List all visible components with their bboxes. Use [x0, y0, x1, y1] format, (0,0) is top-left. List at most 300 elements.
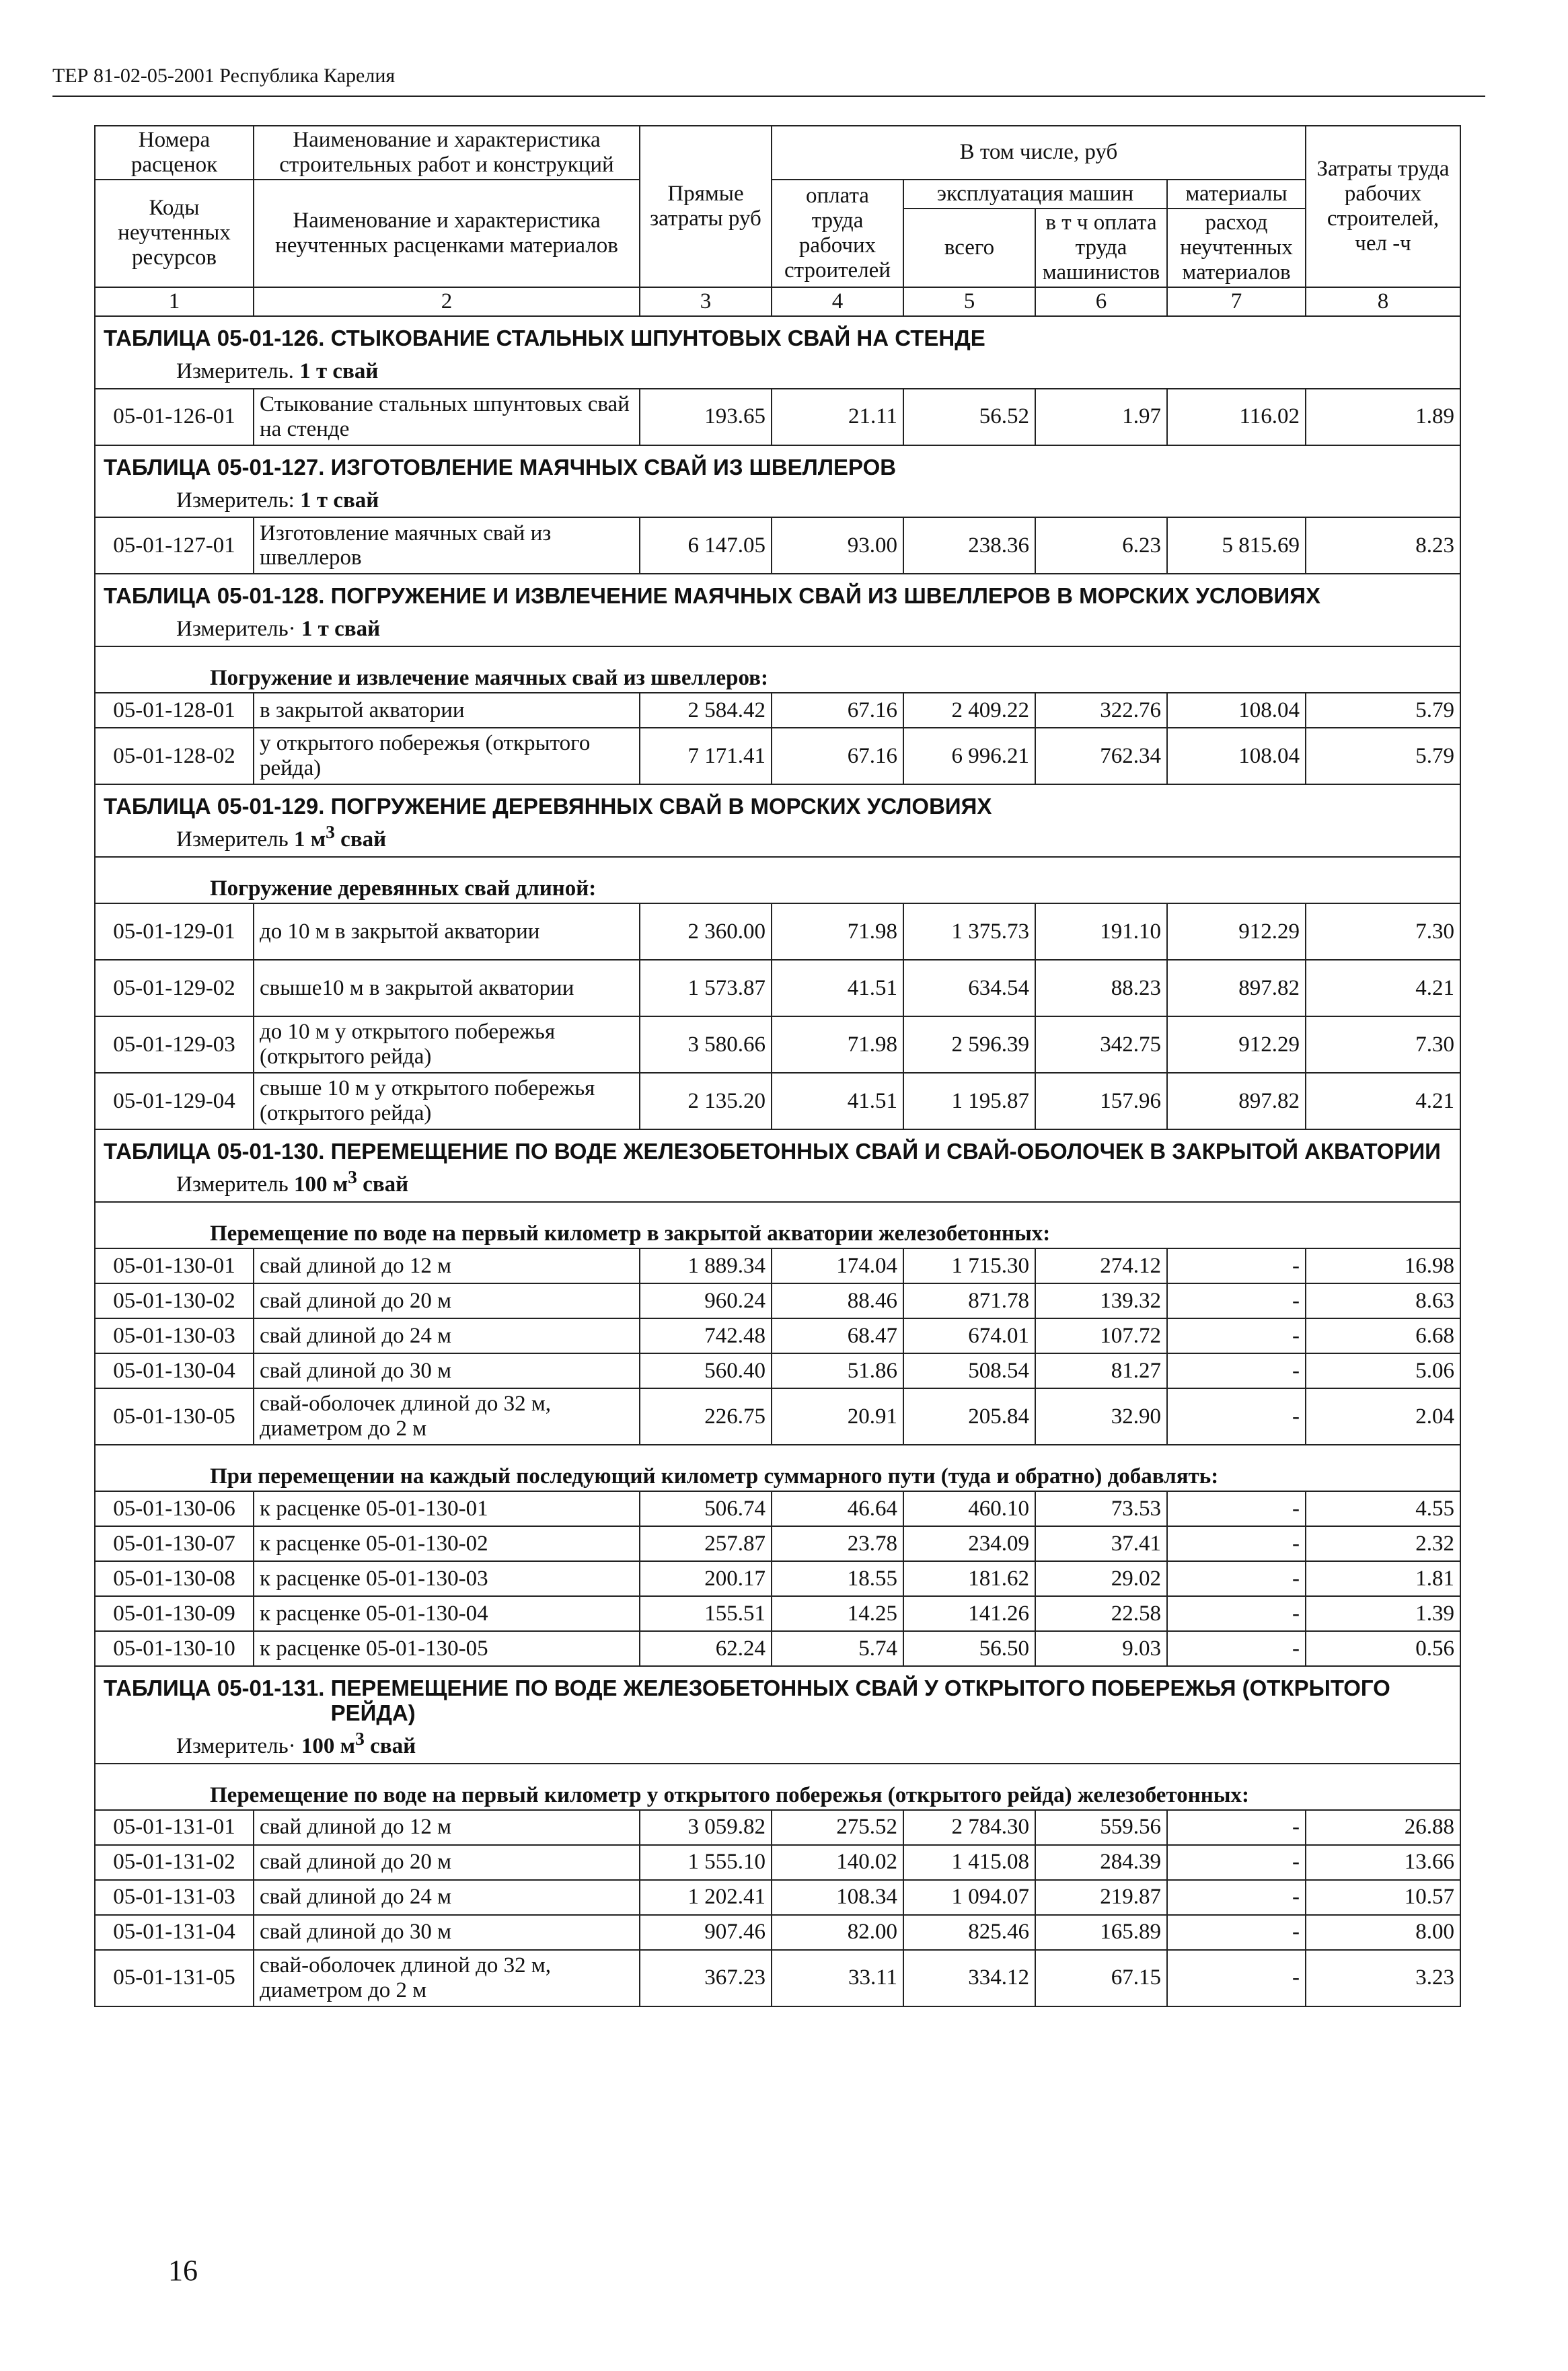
machinist-pay-value: 274.12 — [1035, 1248, 1167, 1283]
direct-cost-value: 257.87 — [640, 1526, 772, 1561]
labor-hours-value: 8.63 — [1306, 1283, 1460, 1318]
materials-value: 5 815.69 — [1167, 517, 1306, 574]
materials-value: 912.29 — [1167, 1016, 1306, 1073]
table-row — [95, 1596, 1460, 1631]
section-meter — [95, 822, 1460, 857]
group-subtitle: Перемещение по воде на первый километр в закрытой акватории железобетонных: — [95, 1202, 1460, 1248]
column-number: 5 — [903, 287, 1035, 316]
machines-total-value: 460.10 — [903, 1491, 1035, 1526]
section-title-prefix: ТАБЛИЦА 05-01-126. — [104, 325, 331, 350]
labor-pay-value: 67.16 — [772, 728, 903, 784]
column-number: 4 — [772, 287, 903, 316]
rate-code: 05-01-131-04 — [95, 1915, 254, 1950]
labor-hours-value: 0.56 — [1306, 1631, 1460, 1666]
work-name: свай длиной до 24 м — [254, 1880, 640, 1915]
labor-hours-value: 1.39 — [1306, 1596, 1460, 1631]
work-name: у открытого побережья (открытого рейда) — [254, 728, 640, 784]
rate-code: 05-01-130-07 — [95, 1526, 254, 1561]
column-number: 7 — [1167, 287, 1306, 316]
rate-code: 05-01-130-02 — [95, 1283, 254, 1318]
labor-hours-value: 16.98 — [1306, 1248, 1460, 1283]
work-name: свай длиной до 30 м — [254, 1915, 640, 1950]
meter-unit: 1 т свай — [301, 617, 381, 642]
group-subtitle-row — [95, 857, 1460, 903]
work-name: свыше10 м в закрытой акватории — [254, 960, 640, 1016]
machinist-pay-value: 9.03 — [1035, 1631, 1167, 1666]
machines-total-value: 141.26 — [903, 1596, 1035, 1631]
machines-total-value: 674.01 — [903, 1318, 1035, 1353]
section-title-text: ПЕРЕМЕЩЕНИЕ ПО ВОДЕ ЖЕЛЕЗОБЕТОННЫХ СВАЙ У ОТКРЫТОГО ПОБЕРЕЖЬЯ (ОТКРЫТОГО РЕЙДА) — [330, 1676, 1390, 1725]
machinist-pay-value: 37.41 — [1035, 1526, 1167, 1561]
machines-total-value: 205.84 — [903, 1388, 1035, 1445]
rate-code: 05-01-130-08 — [95, 1561, 254, 1596]
machinist-pay-value: 762.34 — [1035, 728, 1167, 784]
direct-cost-value: 2 135.20 — [640, 1073, 772, 1129]
labor-hours-value: 4.21 — [1306, 960, 1460, 1016]
table-row — [95, 1561, 1460, 1596]
section-title-text: ПОГРУЖЕНИЕ И ИЗВЛЕЧЕНИЕ МАЯЧНЫХ СВАЙ ИЗ ШВЕЛЛЕРОВ В МОРСКИХ УСЛОВИЯХ — [330, 583, 1320, 609]
labor-pay-value: 68.47 — [772, 1318, 903, 1353]
labor-pay-value: 51.86 — [772, 1353, 903, 1388]
machinist-pay-value: 81.27 — [1035, 1353, 1167, 1388]
table-section-title-row — [95, 445, 1460, 483]
direct-cost-value: 200.17 — [640, 1561, 772, 1596]
materials-value: - — [1167, 1880, 1306, 1915]
section-meter — [95, 483, 1460, 518]
labor-pay-value: 67.16 — [772, 693, 903, 728]
meter-unit: 1 т свай — [299, 359, 379, 383]
work-name: в закрытой акватории — [254, 693, 640, 728]
labor-pay-value: 174.04 — [772, 1248, 903, 1283]
group-subtitle: Перемещение по воде на первый километр у открытого побережья (открытого рейда) железобетонных: — [95, 1764, 1460, 1810]
rate-code: 05-01-131-01 — [95, 1810, 254, 1845]
section-meter — [95, 354, 1460, 389]
table-section-title-row — [95, 316, 1460, 354]
section-title-text: ПЕРЕМЕЩЕНИЕ ПО ВОДЕ ЖЕЛЕЗОБЕТОННЫХ СВАЙ И СВАЙ-ОБОЛОЧЕК В ЗАКРЫТОЙ АКВАТОРИИ — [330, 1139, 1441, 1164]
section-title-prefix: ТАБЛИЦА 05-01-128. — [104, 583, 331, 609]
direct-cost-value: 1 202.41 — [640, 1880, 772, 1915]
materials-value: - — [1167, 1353, 1306, 1388]
materials-value: - — [1167, 1810, 1306, 1845]
section-title — [95, 1666, 1460, 1729]
materials-value: - — [1167, 1248, 1306, 1283]
col2-bottom-header: Наименование и характеристика неучтенных расценками материалов — [254, 180, 640, 287]
materials-header: материалы — [1167, 180, 1306, 209]
section-meter-row — [95, 1167, 1460, 1202]
machinist-pay-value: 67.15 — [1035, 1950, 1167, 2006]
meter-unit: 1 т свай — [300, 488, 379, 513]
machinist-pay-value: 165.89 — [1035, 1915, 1167, 1950]
meter-unit-group — [293, 1166, 409, 1197]
section-meter-row — [95, 483, 1460, 518]
section-title-prefix: ТАБЛИЦА 05-01-127. — [104, 454, 331, 480]
rate-code: 05-01-129-03 — [95, 1016, 254, 1073]
rate-code: 05-01-130-06 — [95, 1491, 254, 1526]
section-title-inner — [104, 326, 1453, 351]
meter-label: Измеритель — [176, 1172, 289, 1197]
labor-hours-value: 4.21 — [1306, 1073, 1460, 1129]
machines-total-value: 234.09 — [903, 1526, 1035, 1561]
machines-total-value: 1 415.08 — [903, 1845, 1035, 1880]
group-subtitle-row — [95, 1445, 1460, 1491]
labor-pay-value: 41.51 — [772, 1073, 903, 1129]
direct-cost-value: 1 573.87 — [640, 960, 772, 1016]
rate-code: 05-01-127-01 — [95, 517, 254, 574]
machinist-pay-value: 1.97 — [1035, 389, 1167, 445]
work-name: свай длиной до 30 м — [254, 1353, 640, 1388]
work-name: свай-оболочек длиной до 32 м, диаметром до 2 м — [254, 1388, 640, 1445]
rate-code: 05-01-129-04 — [95, 1073, 254, 1129]
materials-value: - — [1167, 1318, 1306, 1353]
work-name: к расценке 05-01-130-05 — [254, 1631, 640, 1666]
meter-unit-superscript: 3 — [326, 821, 335, 843]
meter-label: Измеритель· — [176, 1733, 296, 1758]
machines-total-value: 238.36 — [903, 517, 1035, 574]
materials-value: 108.04 — [1167, 693, 1306, 728]
section-title — [95, 316, 1460, 354]
labor-hours-value: 1.89 — [1306, 389, 1460, 445]
machines-total-value: 1 375.73 — [903, 903, 1035, 960]
rate-code: 05-01-130-09 — [95, 1596, 254, 1631]
section-title — [95, 445, 1460, 483]
labor-hours-value: 1.81 — [1306, 1561, 1460, 1596]
table-row — [95, 1950, 1460, 2006]
section-title-text: СТЫКОВАНИЕ СТАЛЬНЫХ ШПУНТОВЫХ СВАЙ НА СТЕНДЕ — [330, 325, 985, 350]
direct-cost-value: 742.48 — [640, 1318, 772, 1353]
rate-code: 05-01-131-02 — [95, 1845, 254, 1880]
meter-unit-group — [300, 488, 379, 513]
section-title-prefix: ТАБЛИЦА 05-01-131. — [104, 1676, 331, 1701]
header-rule — [52, 96, 1485, 97]
labor-hours-value: 5.79 — [1306, 728, 1460, 784]
direct-cost-value: 3 580.66 — [640, 1016, 772, 1073]
section-meter — [95, 1167, 1460, 1202]
materials-value: - — [1167, 1915, 1306, 1950]
col1-bottom-header: Коды неучтенных ресурсов — [95, 180, 254, 287]
machines-total-value: 334.12 — [903, 1950, 1035, 2006]
table-row — [95, 1388, 1460, 1445]
group-header: В том числе, руб — [772, 126, 1306, 180]
work-name: свай длиной до 12 м — [254, 1810, 640, 1845]
labor-hours-value: 7.30 — [1306, 1016, 1460, 1073]
meter-unit-group — [299, 359, 378, 383]
section-title — [95, 574, 1460, 611]
page-number: 16 — [168, 2254, 198, 2287]
labor-pay-value: 23.78 — [772, 1526, 903, 1561]
materials-value: 897.82 — [1167, 960, 1306, 1016]
direct-cost-value: 7 171.41 — [640, 728, 772, 784]
header-row-1 — [95, 126, 1460, 180]
direct-cost-value: 2 360.00 — [640, 903, 772, 960]
section-title-prefix: ТАБЛИЦА 05-01-130. — [104, 1139, 331, 1164]
labor-pay-value: 41.51 — [772, 960, 903, 1016]
col7-header: расход неучтенных материалов — [1167, 209, 1306, 287]
column-number: 2 — [254, 287, 640, 316]
table-row — [95, 1283, 1460, 1318]
meter-unit-superscript: 3 — [348, 1166, 357, 1188]
machinist-pay-value: 139.32 — [1035, 1283, 1167, 1318]
rate-code: 05-01-128-01 — [95, 693, 254, 728]
work-name: свыше 10 м у открытого побережья (открытого рейда) — [254, 1073, 640, 1129]
table-section-title-row — [95, 1129, 1460, 1167]
table-row — [95, 1073, 1460, 1129]
group-subtitle-row — [95, 646, 1460, 693]
labor-pay-value: 5.74 — [772, 1631, 903, 1666]
table-row — [95, 1016, 1460, 1073]
rate-code: 05-01-130-03 — [95, 1318, 254, 1353]
machines-total-value: 1 715.30 — [903, 1248, 1035, 1283]
meter-unit-superscript: 3 — [355, 1727, 365, 1749]
direct-cost-value: 367.23 — [640, 1950, 772, 2006]
work-name: свай длиной до 24 м — [254, 1318, 640, 1353]
meter-unit-tail: свай — [357, 1172, 409, 1197]
labor-pay-value: 21.11 — [772, 389, 903, 445]
rate-code: 05-01-131-03 — [95, 1880, 254, 1915]
table-section-title-row — [95, 574, 1460, 611]
machines-total-value: 1 195.87 — [903, 1073, 1035, 1129]
direct-cost-value: 6 147.05 — [640, 517, 772, 574]
machinist-pay-value: 107.72 — [1035, 1318, 1167, 1353]
machinist-pay-value: 88.23 — [1035, 960, 1167, 1016]
section-title-inner — [104, 1676, 1453, 1726]
table-row — [95, 693, 1460, 728]
group-subtitle: Погружение деревянных свай длиной: — [95, 857, 1460, 903]
meter-unit-group — [293, 821, 387, 852]
machinist-pay-value: 322.76 — [1035, 693, 1167, 728]
section-title-text: ИЗГОТОВЛЕНИЕ МАЯЧНЫХ СВАЙ ИЗ ШВЕЛЛЕРОВ — [330, 454, 897, 480]
labor-pay-value: 18.55 — [772, 1561, 903, 1596]
section-title-text: ПОГРУЖЕНИЕ ДЕРЕВЯННЫХ СВАЙ В МОРСКИХ УСЛОВИЯХ — [330, 794, 992, 819]
direct-cost-value: 62.24 — [640, 1631, 772, 1666]
labor-hours-value: 13.66 — [1306, 1845, 1460, 1880]
direct-cost-value: 226.75 — [640, 1388, 772, 1445]
group-subtitle-row — [95, 1202, 1460, 1248]
rate-code: 05-01-131-05 — [95, 1950, 254, 2006]
labor-pay-value: 93.00 — [772, 517, 903, 574]
header-row-2 — [95, 180, 1460, 209]
machines-total-value: 1 094.07 — [903, 1880, 1035, 1915]
materials-value: 116.02 — [1167, 389, 1306, 445]
meter-unit: 100 м — [293, 1172, 348, 1197]
labor-pay-value: 71.98 — [772, 1016, 903, 1073]
labor-hours-value: 8.00 — [1306, 1915, 1460, 1950]
meter-unit-tail: свай — [364, 1733, 416, 1758]
work-name: к расценке 05-01-130-01 — [254, 1491, 640, 1526]
work-name: к расценке 05-01-130-04 — [254, 1596, 640, 1631]
rate-code: 05-01-129-01 — [95, 903, 254, 960]
machinist-pay-value: 73.53 — [1035, 1491, 1167, 1526]
section-title-inner — [104, 794, 1453, 819]
price-table — [94, 125, 1461, 2007]
materials-value: - — [1167, 1631, 1306, 1666]
materials-value: - — [1167, 1845, 1306, 1880]
materials-value: 912.29 — [1167, 903, 1306, 960]
table-row — [95, 389, 1460, 445]
machinist-pay-value: 559.56 — [1035, 1810, 1167, 1845]
work-name: Стыкование стальных шпунтовых свай на стенде — [254, 389, 640, 445]
labor-pay-value: 33.11 — [772, 1950, 903, 2006]
machines-total-value: 871.78 — [903, 1283, 1035, 1318]
direct-cost-value: 193.65 — [640, 389, 772, 445]
labor-hours-value: 7.30 — [1306, 903, 1460, 960]
work-name: свай-оболочек длиной до 32 м, диаметром до 2 м — [254, 1950, 640, 2006]
section-title-prefix: ТАБЛИЦА 05-01-129. — [104, 794, 331, 819]
labor-pay-value: 108.34 — [772, 1880, 903, 1915]
col8-header: Затраты труда рабочих строителей, чел -ч — [1306, 126, 1460, 287]
meter-label: Измеритель· — [176, 617, 296, 642]
work-name: к расценке 05-01-130-03 — [254, 1561, 640, 1596]
labor-pay-value: 275.52 — [772, 1810, 903, 1845]
group-subtitle: Погружение и извлечение маячных свай из швеллеров: — [95, 646, 1460, 693]
machinist-pay-value: 284.39 — [1035, 1845, 1167, 1880]
labor-pay-value: 20.91 — [772, 1388, 903, 1445]
col6-header: в т ч оплата труда машинистов — [1035, 209, 1167, 287]
table-row — [95, 1248, 1460, 1283]
table-row — [95, 1845, 1460, 1880]
section-meter-row — [95, 354, 1460, 389]
materials-value: - — [1167, 1561, 1306, 1596]
group-subtitle-row — [95, 1764, 1460, 1810]
table-row — [95, 728, 1460, 784]
col1-top-header: Номера расценок — [95, 126, 254, 180]
machinist-pay-value: 219.87 — [1035, 1880, 1167, 1915]
meter-unit-group — [301, 1727, 416, 1758]
labor-hours-value: 10.57 — [1306, 1880, 1460, 1915]
labor-hours-value: 5.06 — [1306, 1353, 1460, 1388]
meter-label: Измеритель. — [176, 359, 294, 383]
machines-total-value: 6 996.21 — [903, 728, 1035, 784]
direct-cost-value: 506.74 — [640, 1491, 772, 1526]
machines-total-value: 825.46 — [903, 1915, 1035, 1950]
labor-hours-value: 2.32 — [1306, 1526, 1460, 1561]
direct-cost-value: 1 889.34 — [640, 1248, 772, 1283]
machinist-pay-value: 32.90 — [1035, 1388, 1167, 1445]
direct-cost-value: 2 584.42 — [640, 693, 772, 728]
labor-hours-value: 5.79 — [1306, 693, 1460, 728]
rate-code: 05-01-130-04 — [95, 1353, 254, 1388]
labor-hours-value: 3.23 — [1306, 1950, 1460, 2006]
table-row — [95, 517, 1460, 574]
direct-cost-value: 560.40 — [640, 1353, 772, 1388]
materials-value: - — [1167, 1388, 1306, 1445]
section-meter — [95, 1729, 1460, 1764]
work-name: до 10 м у открытого побережья (открытого рейда) — [254, 1016, 640, 1073]
labor-hours-value: 2.04 — [1306, 1388, 1460, 1445]
section-title-inner — [104, 584, 1453, 609]
rate-code: 05-01-130-05 — [95, 1388, 254, 1445]
machines-total-value: 2 409.22 — [903, 693, 1035, 728]
table-row — [95, 903, 1460, 960]
rate-code: 05-01-130-10 — [95, 1631, 254, 1666]
section-meter-row — [95, 1729, 1460, 1764]
work-name: до 10 м в закрытой акватории — [254, 903, 640, 960]
machines-total-value: 56.52 — [903, 389, 1035, 445]
meter-label: Измеритель — [176, 827, 289, 852]
page-header: ТЕР 81-02-05-2001 Республика Карелия — [52, 65, 396, 87]
labor-pay-value: 14.25 — [772, 1596, 903, 1631]
group-subtitle: При перемещении на каждый последующий километр суммарного пути (туда и обратно) добавлять: — [95, 1445, 1460, 1491]
table-section-title-row — [95, 784, 1460, 822]
col2-top-header: Наименование и характеристика строительных работ и конструкций — [254, 126, 640, 180]
section-title — [95, 1129, 1460, 1167]
labor-pay-value: 46.64 — [772, 1491, 903, 1526]
table-section-title-row — [95, 1666, 1460, 1729]
machines-total-value: 508.54 — [903, 1353, 1035, 1388]
work-name: свай длиной до 20 м — [254, 1845, 640, 1880]
labor-pay-value: 71.98 — [772, 903, 903, 960]
labor-hours-value: 4.55 — [1306, 1491, 1460, 1526]
section-meter-row — [95, 611, 1460, 646]
machinist-pay-value: 157.96 — [1035, 1073, 1167, 1129]
machines-total-value: 634.54 — [903, 960, 1035, 1016]
machinist-pay-value: 191.10 — [1035, 903, 1167, 960]
section-meter-row — [95, 822, 1460, 857]
machinist-pay-value: 6.23 — [1035, 517, 1167, 574]
materials-value: - — [1167, 1596, 1306, 1631]
column-number: 1 — [95, 287, 254, 316]
materials-value: 897.82 — [1167, 1073, 1306, 1129]
section-title — [95, 784, 1460, 822]
direct-cost-value: 907.46 — [640, 1915, 772, 1950]
materials-value: 108.04 — [1167, 728, 1306, 784]
table-row — [95, 1810, 1460, 1845]
table-row — [95, 1915, 1460, 1950]
rate-code: 05-01-128-02 — [95, 728, 254, 784]
section-meter — [95, 611, 1460, 646]
machines-total-value: 56.50 — [903, 1631, 1035, 1666]
col3-header: Прямые затраты руб — [640, 126, 772, 287]
column-number: 8 — [1306, 287, 1460, 316]
meter-unit-group — [301, 617, 380, 641]
work-name: свай длиной до 12 м — [254, 1248, 640, 1283]
work-name: Изготовление маячных свай из швеллеров — [254, 517, 640, 574]
work-name: свай длиной до 20 м — [254, 1283, 640, 1318]
direct-cost-value: 155.51 — [640, 1596, 772, 1631]
table-row — [95, 1491, 1460, 1526]
meter-label: Измеритель: — [176, 488, 295, 513]
labor-pay-value: 140.02 — [772, 1845, 903, 1880]
rate-code: 05-01-130-01 — [95, 1248, 254, 1283]
labor-hours-value: 26.88 — [1306, 1810, 1460, 1845]
materials-value: - — [1167, 1283, 1306, 1318]
work-name: к расценке 05-01-130-02 — [254, 1526, 640, 1561]
table-row — [95, 1880, 1460, 1915]
column-number: 6 — [1035, 287, 1167, 316]
section-title-inner — [104, 1139, 1453, 1164]
machinist-pay-value: 29.02 — [1035, 1561, 1167, 1596]
labor-pay-value: 88.46 — [772, 1283, 903, 1318]
rate-code: 05-01-129-02 — [95, 960, 254, 1016]
column-number: 3 — [640, 287, 772, 316]
labor-hours-value: 6.68 — [1306, 1318, 1460, 1353]
labor-hours-value: 8.23 — [1306, 517, 1460, 574]
section-title-inner — [104, 455, 1453, 480]
machines-total-value: 181.62 — [903, 1561, 1035, 1596]
col4-header: оплата труда рабочих строителей — [772, 180, 903, 287]
direct-cost-value: 960.24 — [640, 1283, 772, 1318]
machinist-pay-value: 342.75 — [1035, 1016, 1167, 1073]
materials-value: - — [1167, 1950, 1306, 2006]
rate-code: 05-01-126-01 — [95, 389, 254, 445]
table-row — [95, 960, 1460, 1016]
machinist-pay-value: 22.58 — [1035, 1596, 1167, 1631]
meter-unit: 100 м — [301, 1733, 356, 1758]
table-row — [95, 1631, 1460, 1666]
machines-total-value: 2 596.39 — [903, 1016, 1035, 1073]
labor-pay-value: 82.00 — [772, 1915, 903, 1950]
materials-value: - — [1167, 1526, 1306, 1561]
machines-header: эксплуатация машин — [903, 180, 1167, 209]
